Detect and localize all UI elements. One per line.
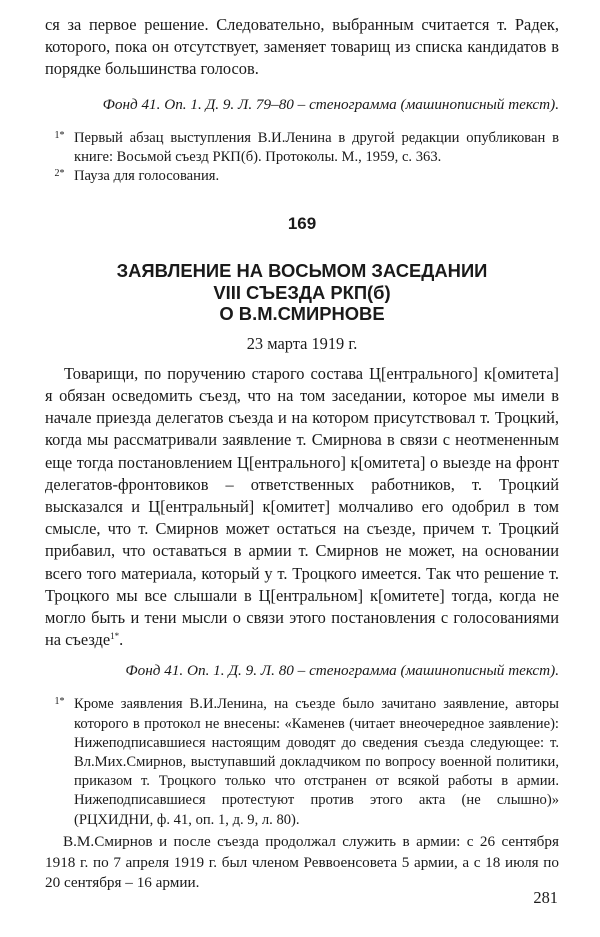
document-body: Товарищи, по поручению старого состава Ц[ентрального] к[омитета] я обязан осведомить съезд, что на том заседании, которое мы имели в начале приезда делегатов съезда и на котором присутствовал т. Троцкий, когда мы рассматривали заявление т. Смирнова в связи с неотмененным еще тогда постановлением Ц[ентрального] к[омитета] о выезде на фронт делегатов-фронтовиков – ответственных работников, т. Троцкий высказался и Ц[ентральный] к[омитет] молчаливо его одобрил в том смысле, что т. Смирнов может остаться на съезде, причем т. Троцкий прибавил, что оставаться в армии т. Смирнов не может, на основании всего того материала, который у т. Троцкого имеется. Так что решение т. Троцкого мы все слышали в Ц[ентральном] к[омитете] тогда, когда не могло быть и тени мысли о связи этого постановления с голосованиями на съезде$^{1*}$.: [45, 363, 559, 650]
document-date: 23 марта 1919 г.: [246, 333, 358, 353]
title-line: VIII СЪЕЗДА РКП(б): [213, 281, 391, 303]
footnote-mark: 1*: [54, 696, 65, 708]
footnotes-1: [45, 129, 559, 187]
intro-paragraph: ся за первое решение. Следовательно, выбранным считается т. Радек, которого, пока он отсутствует, заменяет товарищ из списка кандидатов в порядке большинства голосов.: [45, 15, 559, 79]
footnote-item: [45, 167, 559, 186]
document-title: [45, 260, 559, 325]
page-content: [45, 14, 559, 894]
title-line: О В.М.СМИРНОВЕ: [219, 303, 385, 325]
footnote-extra-paragraph: В.М.Смирнов и после съезда продолжал служить в армии: с 26 сентября 1918 г. по 7 апреля 1919 г. был членом Реввоенсовета 5 армии, а с 18 июля по 20 сентября – 16 армии.: [45, 832, 559, 892]
footnote-mark: 2*: [54, 168, 65, 180]
page-number: 281: [533, 888, 558, 907]
footnotes-2: [45, 695, 559, 894]
archive-source-1: Фонд 41. Оп. 1. Д. 9. Л. 79–80 – стенограмма (машинописный текст).: [102, 95, 559, 113]
title-line: ЗАЯВЛЕНИЕ НА ВОСЬМОМ ЗАСЕДАНИИ: [116, 260, 488, 282]
footnote-text: Пауза для голосования.: [74, 168, 220, 185]
archive-source-2: Фонд 41. Оп. 1. Д. 9. Л. 80 – стенограмма (машинописный текст).: [125, 662, 559, 680]
footnote-text: Первый абзац выступления В.И.Ленина в другой редакции опубликован в книге: Восьмой съезд РКП(б). Протоколы. М., 1959, с. 363.: [74, 129, 559, 165]
footnote-reference: 1*: [110, 631, 120, 642]
footnote-text: Кроме заявления В.И.Ленина, на съезде было зачитано заявление, авторы которого в протокол не внесены: «Каменев (читает внеочередное заявление): Нижеподписавшиеся настоящим доводят до сведения съезда следующее: т. Вл.Мих.Смирнов, выступавший докладчиком по вопросу военной политики, приказом т. Троцкого только что отстранен от всякой работы в армии. Нижеподписавшиеся протестуют против этого акта (не слышно)» (РЦХИДНИ, ф. 41, оп. 1, д. 9, л. 80).: [74, 696, 559, 828]
footnote-mark: 1*: [54, 129, 65, 141]
footnote-item: [45, 695, 559, 829]
document-number: 169: [287, 214, 317, 234]
document-body-text: Товарищи, по поручению старого состава Ц[ентрального] к[омитета] я обязан осведомить съезд, что на том заседании, которое мы имели в начале приезда делегатов съезда и на котором присутствовал т. Троцкий, когда мы рассматривали заявление т. Смирнова в связи с неотмененным еще тогда постановлением Ц[ентрального] к[омитета] о выезде на фронт делегатов-фронтовиков – ответственных работников, т. Троцкий высказался и Ц[ентральный] к[омитет] молчаливо его одобрил в том смысле, что т. Смирнов может остаться на съезде, причем т. Троцкий прибавил, что оставаться в армии т. Смирнов не может, на основании всего того материала, который у т. Троцкого имеется. Так что решение т. Троцкого мы все слышали в Ц[ентральном] к[омитете] тогда, когда не могло быть и тени мысли о связи этого постановления с голосованиями на съезде: [45, 363, 559, 650]
footnote-item: [45, 129, 559, 167]
